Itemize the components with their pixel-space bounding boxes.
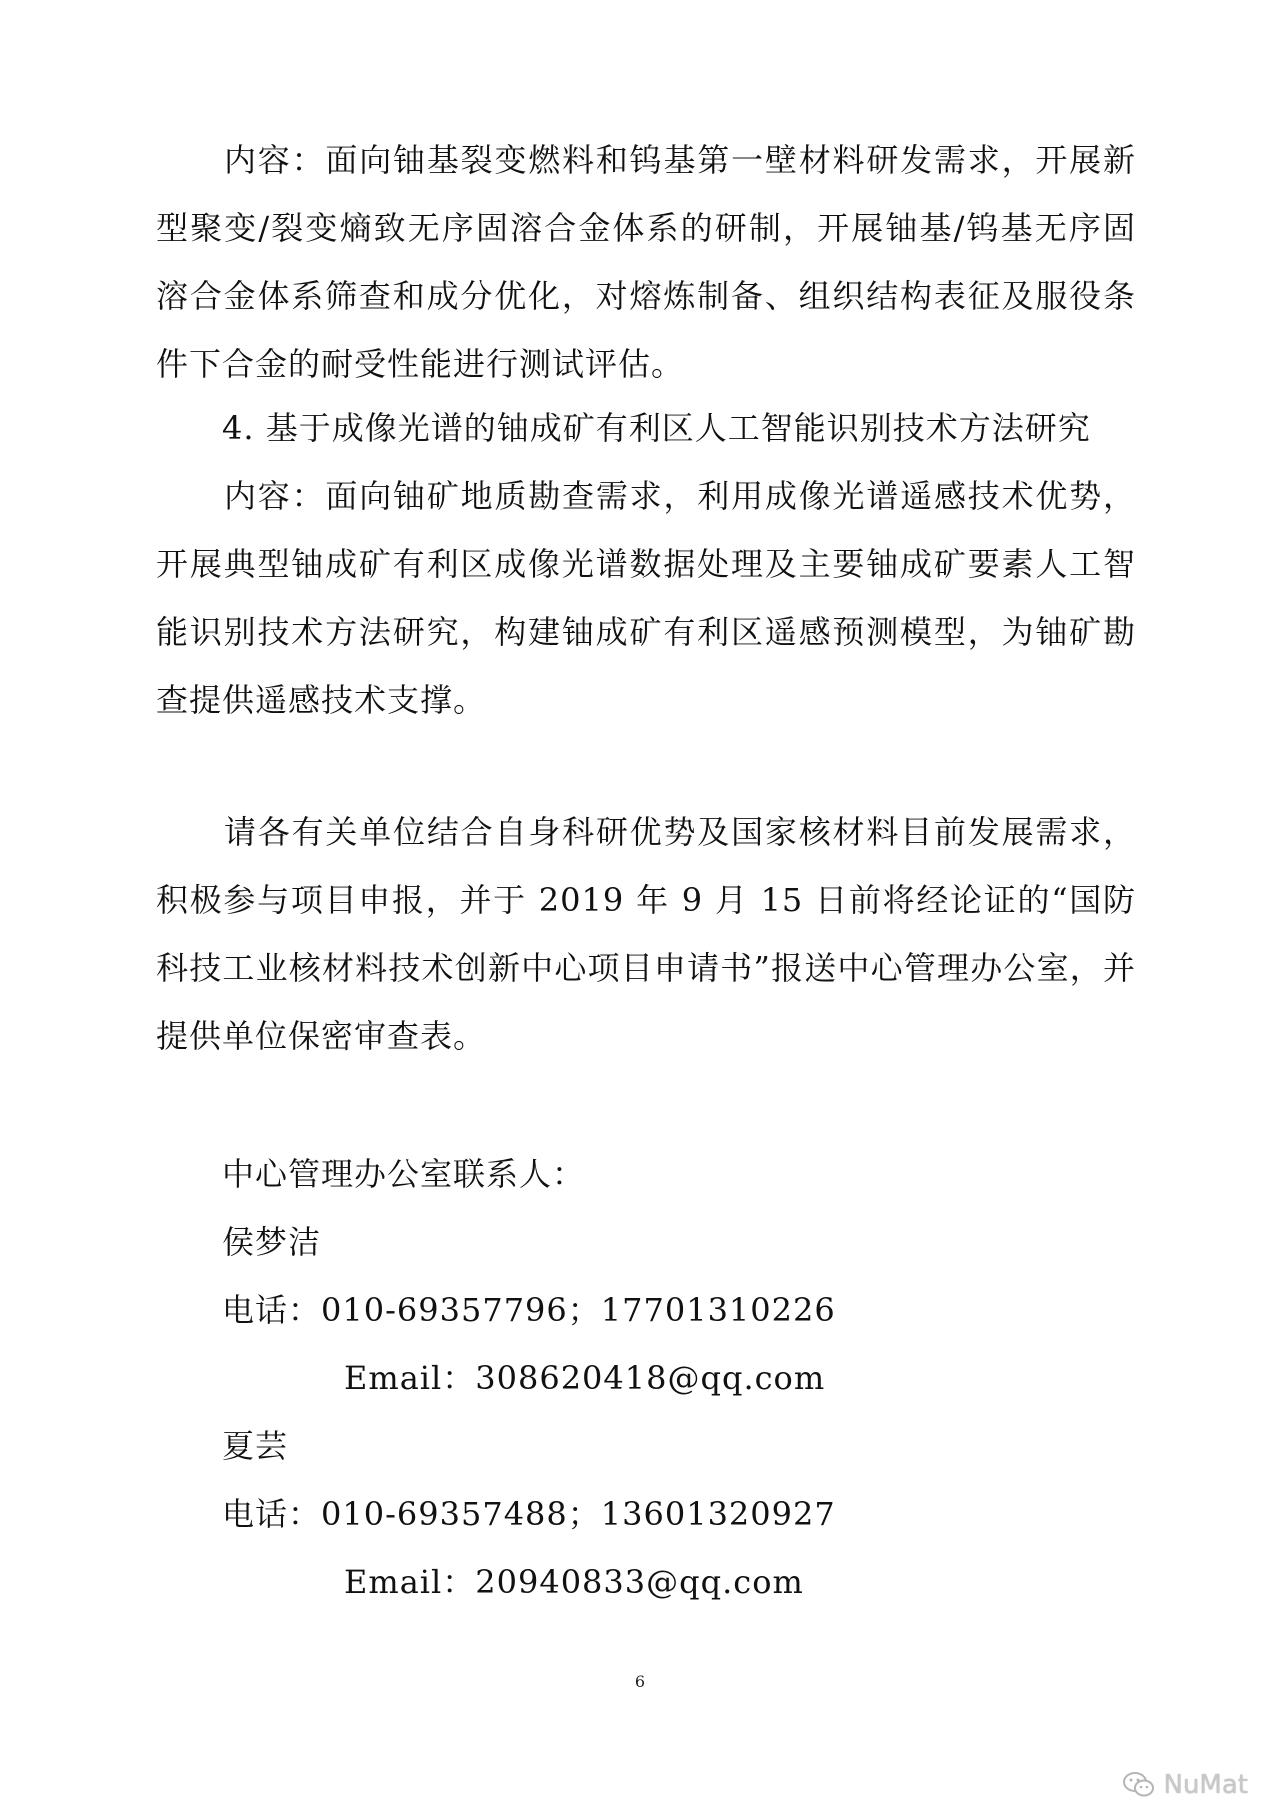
content-paragraph-uranium-tungsten: 内容：面向铀基裂变燃料和钨基第一壁材料研发需求，开展新型聚变/裂变熵致无序固溶合金体系的研制，开展铀基/钨基无序固溶合金体系筛查和成分优化，对熔炼制备、组织结构表征及服役条件下合金的耐受性能进行测试评估。 [156, 141, 1136, 383]
contacts-title: 中心管理办公室联系人： [222, 1155, 586, 1193]
application-instructions-paragraph: 请各有关单位结合自身科研优势及国家核材料目前发展需求，积极参与项目申报，并于 2019 年 9 月 15 日前将经论证的“国防科技工业核材料技术创新中心项目申请书”报送中心管理办公室，并提供单位保密审查表。 [156, 813, 1136, 1055]
contact2-phone: 电话：010-69357488；13601320927 [222, 1495, 836, 1533]
contact2-email: Email：20940833@qq.com [344, 1563, 804, 1601]
content-paragraph-uranium-mining: 内容：面向铀矿地质勘查需求，利用成像光谱遥感技术优势，开展典型铀成矿有利区成像光谱数据处理及主要铀成矿要素人工智能识别技术方法研究，构建铀成矿有利区遥感预测模型，为铀矿勘查提供遥感技术支撑。 [156, 477, 1136, 719]
wechat-icon [1122, 1771, 1156, 1799]
page-number: 6 [634, 1672, 646, 1691]
contact1-name: 侯梦洁 [222, 1223, 322, 1261]
section-heading-4: 4. 基于成像光谱的铀成矿有利区人工智能识别技术方法研究 [222, 409, 1091, 447]
watermark [1122, 1770, 1249, 1800]
contact1-email: Email：308620418@qq.com [344, 1359, 826, 1397]
watermark-text: NuMat [1163, 1770, 1248, 1800]
contact1-phone: 电话：010-69357796；17701310226 [222, 1291, 836, 1329]
contact2-name: 夏芸 [222, 1427, 289, 1465]
